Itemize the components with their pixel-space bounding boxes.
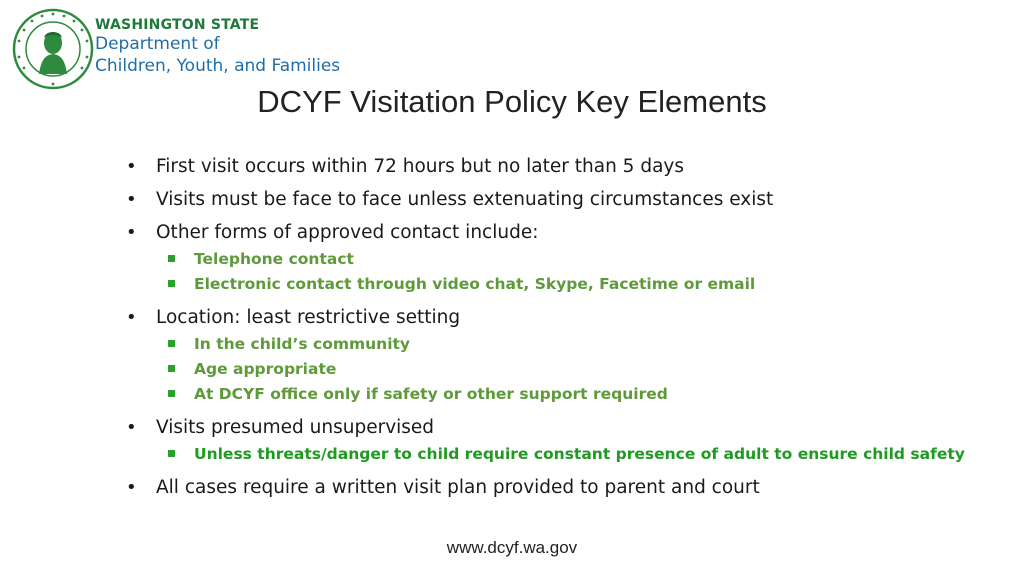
- sub-bullet-text: Electronic contact through video chat, Skype, Facetime or email: [194, 275, 756, 293]
- footer-url: www.dcyf.wa.gov: [446, 538, 578, 557]
- bullet-dot-icon: •: [126, 189, 137, 210]
- sub-bullet-item: [126, 274, 1006, 299]
- bullet-text: Visits must be face to face unless extenuating circumstances exist: [156, 189, 774, 210]
- square-bullet-icon: [168, 340, 175, 347]
- bullet-text: Visits presumed unsupervised: [156, 417, 435, 438]
- sub-bullet-item: [126, 384, 1006, 409]
- bullet-dot-icon: •: [126, 307, 137, 328]
- org-name: [95, 18, 340, 75]
- square-bullet-icon: [168, 365, 175, 372]
- square-bullet-icon: [168, 450, 175, 457]
- bullet-text: Other forms of approved contact include:: [156, 222, 539, 243]
- bullet-item: [126, 416, 1006, 444]
- org-division: Children, Youth, and Families: [95, 56, 341, 76]
- org-department: Department of: [95, 34, 220, 54]
- bullet-item: [126, 155, 1006, 188]
- bullet-dot-icon: •: [126, 417, 137, 438]
- sub-bullet-text: At DCYF office only if safety or other support required: [194, 385, 668, 403]
- bullet-item: [126, 306, 1006, 334]
- bullet-text: All cases require a written visit plan provided to parent and court: [156, 477, 760, 498]
- sub-bullet-text: Age appropriate: [194, 360, 337, 378]
- bullet-list: [126, 155, 1006, 509]
- bullet-dot-icon: •: [126, 477, 137, 498]
- square-bullet-icon: [168, 390, 175, 397]
- bullet-item: [126, 188, 1006, 221]
- sub-bullet-item: [126, 359, 1006, 384]
- bullet-dot-icon: •: [126, 156, 137, 177]
- org-state-name: WASHINGTON STATE: [95, 17, 260, 33]
- sub-bullet-item: [126, 444, 1006, 469]
- sub-bullet-text: In the child’s community: [194, 335, 411, 353]
- sub-bullet-item: [126, 334, 1006, 359]
- slide-title: DCYF Visitation Policy Key Elements: [257, 84, 767, 119]
- square-bullet-icon: [168, 280, 175, 287]
- bullet-item: [126, 476, 1006, 509]
- bullet-dot-icon: •: [126, 222, 137, 243]
- bullet-text: Location: least restrictive setting: [156, 307, 461, 328]
- bullet-item: [126, 221, 1006, 249]
- sub-bullet-text: Unless threats/danger to child require constant presence of adult to ensure child safety: [194, 445, 965, 463]
- state-seal-icon: [12, 8, 94, 90]
- square-bullet-icon: [168, 255, 175, 262]
- sub-bullet-item: [126, 249, 1006, 274]
- dcyf-logo: [12, 8, 352, 92]
- sub-bullet-text: Telephone contact: [194, 250, 354, 268]
- bullet-text: First visit occurs within 72 hours but no later than 5 days: [156, 156, 684, 177]
